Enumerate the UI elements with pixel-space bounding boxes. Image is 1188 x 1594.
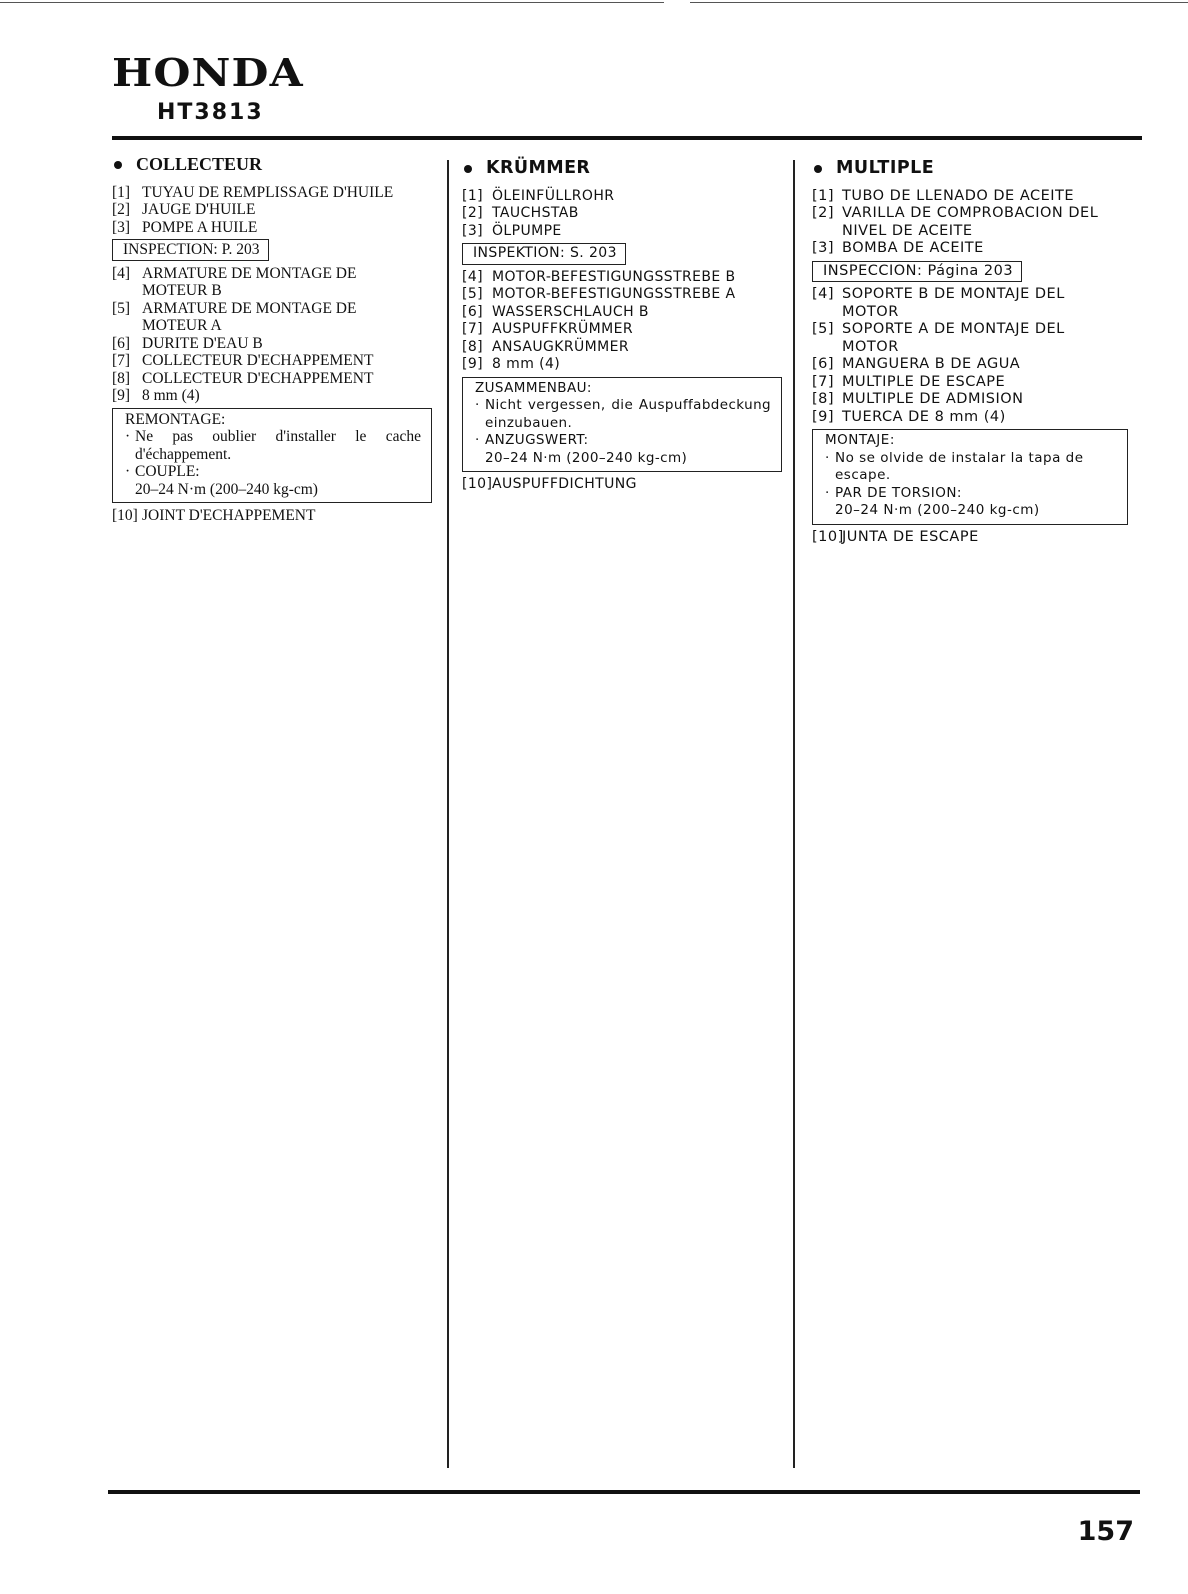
list-item: [5] MOTOR-BEFESTIGUNGSSTREBE A (462, 286, 736, 302)
list-item: [1] ÖLEINFÜLLROHR (462, 187, 615, 204)
list-item: [9] TUERCA DE 8 mm (4) (812, 408, 1006, 425)
list-item: [4] ARMATURE DE MONTAGE DE (112, 264, 357, 282)
reassembly-note-box: REMONTAGE: · Ne pas oublier d'installer le cache d'échappement. · COUPLE: 20–24 N·m (200–240 kg-cm) (112, 408, 432, 504)
section-heading: KRÜMMER (462, 160, 792, 178)
brand-logo: HONDA (112, 50, 304, 95)
list-item-continuation: MOTOR (842, 338, 899, 355)
model-number: HT3813 (157, 100, 264, 125)
page-number: 157 (1077, 1516, 1134, 1547)
list-item: [10] AUSPUFFDICHTUNG (462, 476, 637, 492)
dot-icon: · (125, 428, 131, 445)
column-divider-2 (793, 160, 795, 1468)
list-item: [6] DURITE D'EAU B (112, 334, 263, 352)
dot-icon: · (125, 463, 131, 480)
list-item: [4] SOPORTE B DE MONTAJE DEL (812, 286, 1065, 302)
list-item: [8] MULTIPLE DE ADMISION (812, 391, 1024, 407)
list-item: [10] JOINT D'ECHAPPEMENT (112, 507, 316, 524)
top-scan-line-left (0, 2, 664, 3)
list-item: [9] 8 mm (4) (462, 356, 561, 372)
list-item: [1] TUYAU DE REMPLISSAGE D'HUILE (112, 183, 394, 201)
list-item: [8] ANSAUGKRÜMMER (462, 338, 629, 355)
section-heading: COLLECTEUR (112, 156, 442, 174)
list-item: [7] COLLECTEUR D'ECHAPPEMENT (112, 352, 374, 369)
note-title: ZUSAMMENBAU: (475, 379, 592, 396)
list-item: [5] ARMATURE DE MONTAGE DE (112, 299, 357, 317)
list-item: [3] BOMBA DE ACEITE (812, 240, 984, 256)
list-item: [2] TAUCHSTAB (462, 205, 579, 221)
list-item-continuation: MOTOR (842, 303, 899, 320)
reassembly-note-box: ZUSAMMENBAU: · Nicht vergessen, die Auspuffabdeckung einzubauen. · ANZUGSWERT: 20–24 N·m (200–240 kg-cm) (462, 377, 782, 473)
list-item: [8] COLLECTEUR D'ECHAPPEMENT (112, 369, 374, 387)
list-item: [3] POMPE A HUILE (112, 218, 258, 236)
bullet-icon (814, 165, 822, 173)
list-item: [2] JAUGE D'HUILE (112, 201, 256, 218)
bullet-icon (114, 161, 122, 169)
list-item: [3] ÖLPUMPE (462, 222, 562, 239)
list-item: [5] SOPORTE A DE MONTAJE DEL (812, 321, 1065, 337)
list-item: [7] AUSPUFFKRÜMMER (462, 321, 633, 337)
inspection-reference-box: INSPECTION: P. 203 (112, 239, 269, 261)
section-heading: MULTIPLE (812, 160, 1142, 178)
list-item: [6] WASSERSCHLAUCH B (462, 303, 649, 320)
dot-icon: · (825, 449, 830, 466)
footer-rule (108, 1490, 1140, 1494)
top-scan-line-right (690, 2, 1188, 3)
bullet-icon (464, 165, 472, 173)
dot-icon: · (475, 432, 480, 448)
list-item: [7] MULTIPLE DE ESCAPE (812, 373, 1006, 390)
header-rule (112, 136, 1142, 140)
inspection-reference-box: INSPECCION: Página 203 (812, 261, 1022, 283)
list-item: [1] TUBO DE LLENADO DE ACEITE (812, 187, 1075, 204)
list-item-continuation: MOTEUR A (142, 317, 222, 334)
inspection-reference-box: INSPEKTION: S. 203 (462, 243, 626, 265)
column-german (462, 156, 792, 494)
column-spanish (812, 156, 1142, 546)
column-french (112, 156, 442, 525)
list-item: [2] VARILLA DE COMPROBACION DEL (812, 205, 1099, 221)
note-title: MONTAJE: (825, 432, 895, 448)
list-item: [9] 8 mm (4) (112, 387, 200, 404)
list-item-continuation: NIVEL DE ACEITE (842, 222, 973, 239)
list-item: [6] MANGUERA B DE AGUA (812, 356, 1021, 372)
note-title: REMONTAGE: (125, 410, 226, 428)
dot-icon: · (825, 484, 830, 501)
list-item: [4] MOTOR-BEFESTIGUNGSSTREBE B (462, 268, 736, 285)
column-divider-1 (447, 160, 449, 1468)
list-item: [10] JUNTA DE ESCAPE (812, 528, 979, 545)
dot-icon: · (475, 397, 480, 413)
list-item-continuation: MOTEUR B (142, 282, 222, 299)
reassembly-note-box: MONTAJE: · No se olvide de instalar la tapa de escape. · PAR DE TORSION: 20–24 N·m (200–240 kg-cm) (812, 429, 1128, 525)
